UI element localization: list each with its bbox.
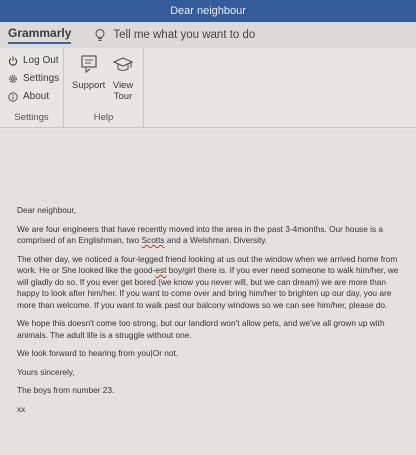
graduation-cap-icon <box>112 54 134 76</box>
log-out-button[interactable] <box>8 55 59 66</box>
help-group-label: Help <box>93 112 114 123</box>
support-button[interactable] <box>72 54 105 91</box>
log-out-label: Log Out <box>23 55 59 66</box>
support-label: Support <box>72 80 106 91</box>
view-tour-label-line1: View <box>112 80 134 91</box>
support-icon <box>78 54 100 76</box>
letter-paragraph-4: We look forward to hearing from you|Or not. <box>17 348 179 358</box>
letter-paragraph-2 <box>17 254 410 312</box>
settings-button[interactable] <box>8 73 59 84</box>
about-label: About <box>23 91 50 102</box>
window-title: Dear neighbour <box>170 5 246 17</box>
gear-icon <box>8 74 18 84</box>
power-icon <box>8 56 18 66</box>
letter-paragraph-3: We hope this doesn't come too strong, but our landlord won't allow pets, and we've all grown up with animals. The adult life is a struggle without one. <box>17 318 385 340</box>
tell-me-placeholder: Tell me what you want to do <box>113 29 256 41</box>
document-area[interactable] <box>0 129 416 455</box>
letter-signature: The boys from number 23. <box>17 385 115 395</box>
about-button[interactable] <box>8 91 49 102</box>
p1-text-b: and a Welshman. Diversity. <box>164 235 268 245</box>
letter-greeting: Dear neighbour, <box>17 205 77 215</box>
lightbulb-icon <box>93 28 107 42</box>
letter-body[interactable] <box>17 205 410 422</box>
letter-paragraph-1 <box>17 224 410 247</box>
settings-group <box>0 48 64 128</box>
settings-group-label: Settings <box>14 112 49 123</box>
p2-text-a: The other day, we noticed a four-legged friend looking at us out the window when we arrived home from work. He or She looked like the good- <box>17 253 398 275</box>
spelling-flag-est[interactable]: est <box>155 265 167 275</box>
ribbon-panel <box>0 48 416 128</box>
view-tour-button[interactable] <box>112 54 134 102</box>
view-tour-label-line2: Tour <box>113 91 133 102</box>
letter-kisses: xx <box>17 403 26 414</box>
tab-grammarly[interactable]: Grammarly <box>8 26 71 44</box>
help-group <box>64 48 144 128</box>
tell-me-search[interactable] <box>93 28 255 42</box>
window-titlebar <box>0 0 416 22</box>
spelling-flag-scotts[interactable]: Scotts <box>141 235 165 245</box>
p1-text-a: We are four engineers that have recently moved into the area in the past 3-4months. Our house is a comprised of an Englishman, two <box>17 223 384 245</box>
ribbon-tab-bar <box>0 22 416 48</box>
letter-closing: Yours sincerely, <box>17 366 75 377</box>
settings-label: Settings <box>23 73 60 84</box>
info-icon <box>8 92 18 102</box>
p2-text-b: boy/girl there is. If you ever need someone to walk him/her, we will gladly do so. If you ever get bored (we know you never will, but we can dream) we are more than happy to look after him/her. If you want to come over and bring him/her to brighten up our day, you are more than welcome. If you want to walk past our balcony windows so we can see him/her, please do. <box>17 265 399 310</box>
